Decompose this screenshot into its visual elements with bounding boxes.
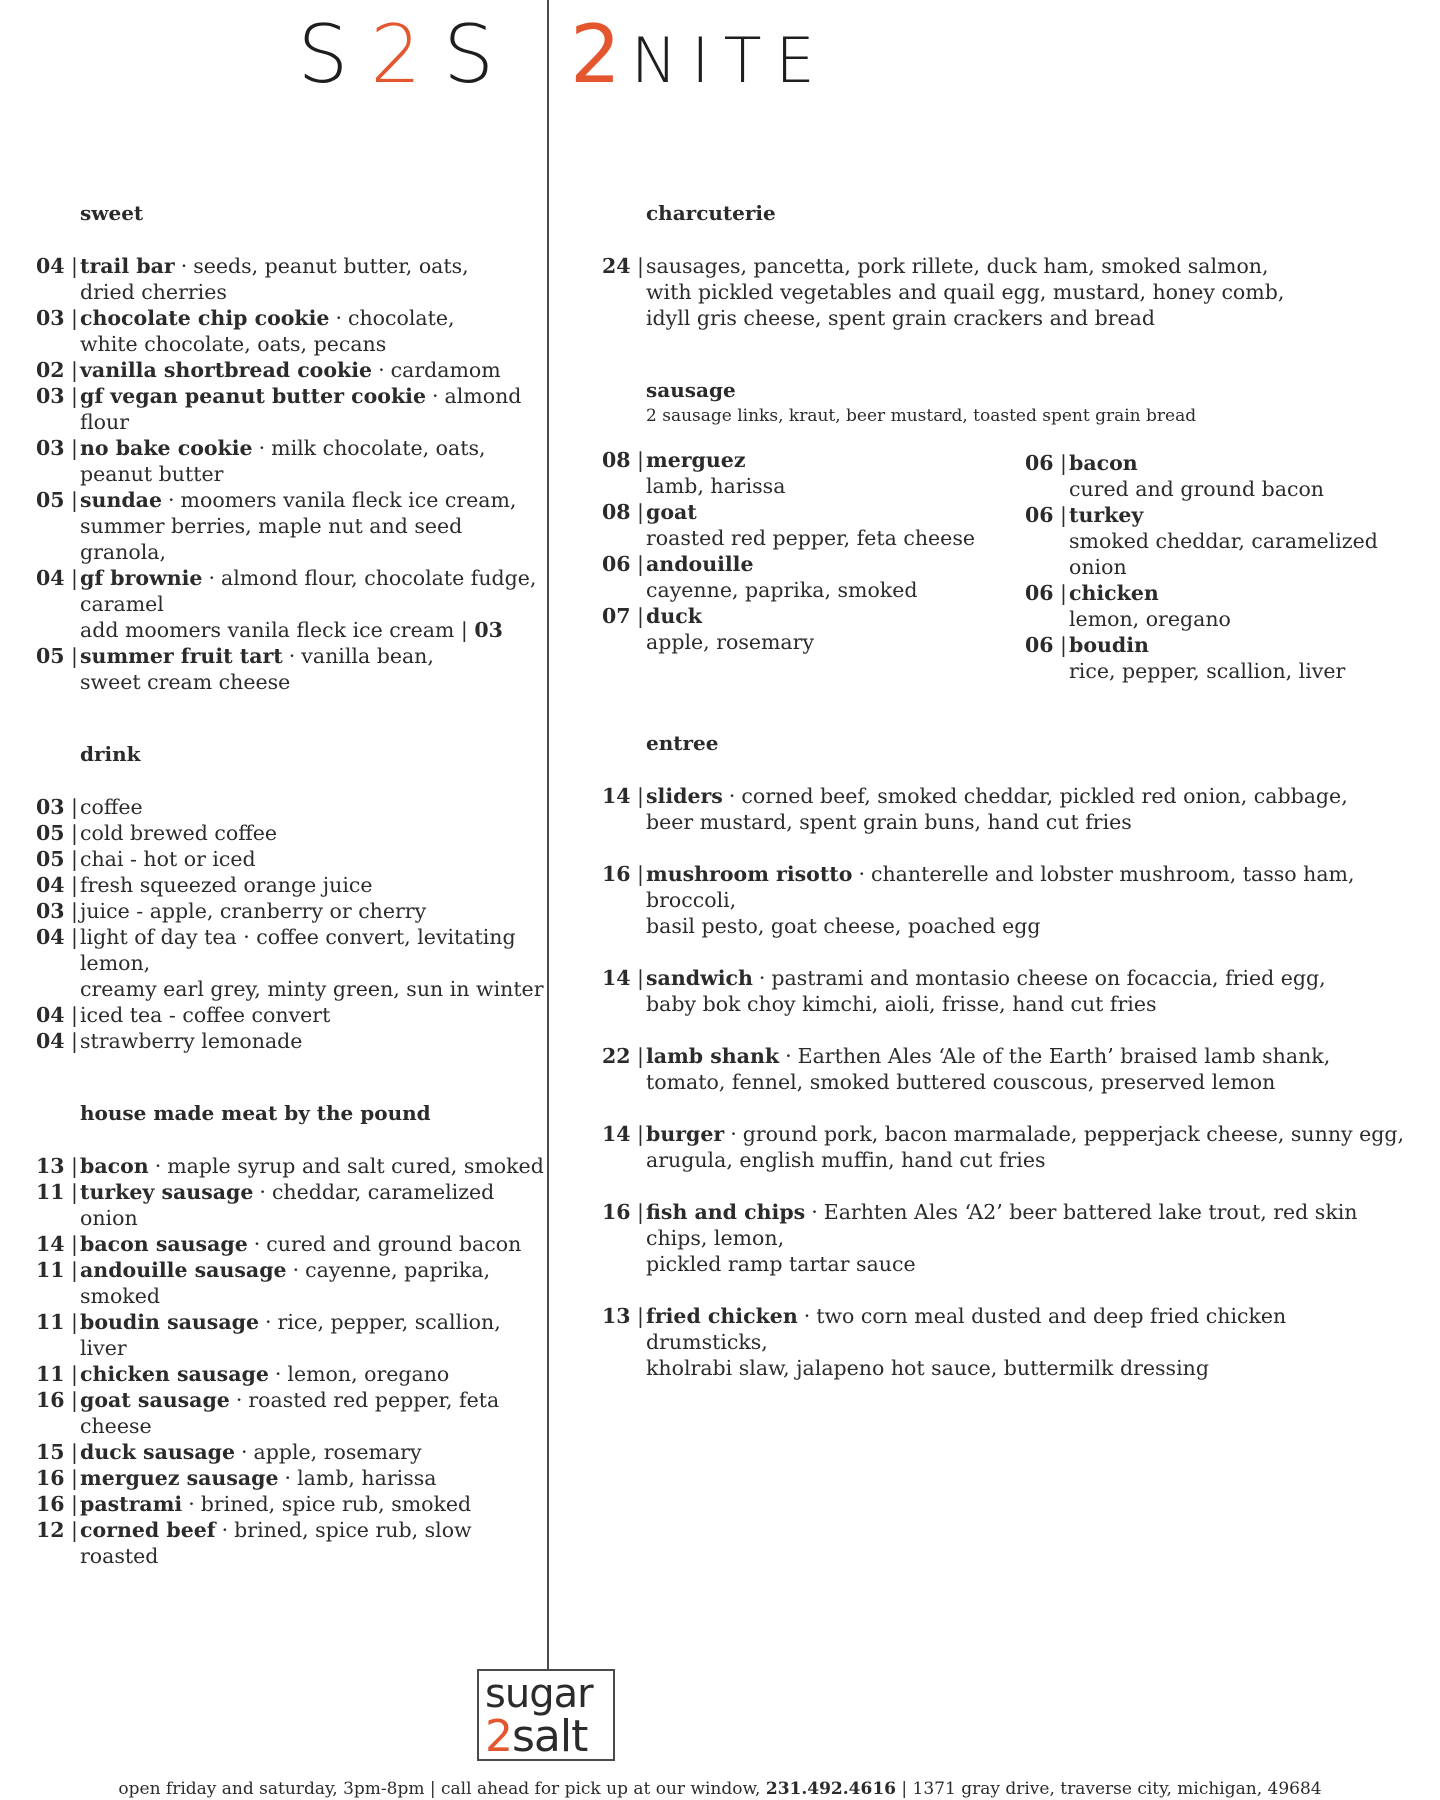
sausage-item: 06 | turkey smoked cheddar, caramelized onion — [1025, 502, 1410, 580]
charcuterie-heading: charcuterie — [646, 201, 776, 225]
header-2nite: 2NITE — [570, 8, 829, 101]
meat-item: 16 | merguez sausage · lamb, harissa — [36, 1465, 546, 1491]
entree-item: 16 | mushroom risotto · chanterelle and lobster mushroom, tasso ham, broccoli, basil pesto, goat cheese, poached egg — [602, 861, 1412, 939]
menu-item: 04 | gf brownie · almond flour, chocolate fudge, caramel add moomers vanila fleck ice cream | 03 — [36, 565, 546, 643]
drink-item: 05 | chai - hot or iced — [36, 846, 546, 872]
sweet-section — [36, 198, 546, 695]
entree-item: 16 | fish and chips · Earhten Ales ‘A2’ beer battered lake trout, red skin chips, lemon, pickled ramp tartar sauce — [602, 1199, 1412, 1277]
sausage-note: 2 sausage links, kraut, beer mustard, toasted spent grain bread — [646, 406, 1197, 426]
meat-section — [36, 1098, 546, 1569]
sausage-item: 08 | goat roasted red pepper, feta cheese — [602, 499, 987, 551]
sausage-item: 06 | andouille cayenne, paprika, smoked — [602, 551, 987, 603]
drink-item: 04 | strawberry lemonade — [36, 1028, 546, 1054]
sausage-item: 06 | chicken lemon, oregano — [1025, 580, 1410, 632]
meat-item: 11 | boudin sausage · rice, pepper, scallion, liver — [36, 1309, 546, 1361]
charcuterie-item: 24 | sausages, pancetta, pork rillete, duck ham, smoked salmon, with pickled vegetables and quail egg, mustard, honey comb, idyll gris cheese, spent grain crackers and bread — [602, 253, 1412, 331]
menu-item: 05 | summer fruit tart · vanilla bean, sweet cream cheese — [36, 643, 546, 695]
sausage-col-right — [1025, 447, 1410, 684]
sausage-item: 07 | duck apple, rosemary — [602, 603, 987, 655]
sausage-item: 08 | merguez lamb, harissa — [602, 447, 987, 499]
drink-item: 04 | fresh squeezed orange juice — [36, 872, 546, 898]
entree-item: 13 | fried chicken · two corn meal dusted and deep fried chicken drumsticks, kholrabi slaw, jalapeno hot sauce, buttermilk dressing — [602, 1303, 1412, 1381]
entree-item: 14 | sliders · corned beef, smoked cheddar, pickled red onion, cabbage, beer mustard, spent grain buns, hand cut fries — [602, 783, 1412, 835]
entree-section — [602, 728, 1412, 1381]
menu-item: 02 | vanilla shortbread cookie · cardamom — [36, 357, 546, 383]
meat-item: 13 | bacon · maple syrup and salt cured, smoked — [36, 1153, 546, 1179]
logo-line-1: sugar — [485, 1671, 593, 1717]
entree-item: 22 | lamb shank · Earthen Ales ‘Ale of the Earth’ braised lamb shank, tomato, fennel, smoked buttered couscous, preserved lemon — [602, 1043, 1412, 1095]
charcuterie-section — [602, 198, 1412, 331]
sweet-heading: sweet — [80, 201, 144, 225]
header-s2s: S2S — [297, 8, 516, 101]
entree-heading: entree — [646, 731, 719, 755]
meat-item: 11 | chicken sausage · lemon, oregano — [36, 1361, 546, 1387]
left-column — [36, 198, 546, 1613]
sugar2salt-logo — [477, 1669, 615, 1761]
meat-item: 12 | corned beef · brined, spice rub, slow roasted — [36, 1517, 546, 1569]
meat-item: 11 | andouille sausage · cayenne, paprika, smoked — [36, 1257, 546, 1309]
drink-section — [36, 739, 546, 1054]
drink-item: 04 | light of day tea · coffee convert, levitating lemon, creamy earl grey, minty green, sun in winter — [36, 924, 546, 1002]
footer-info: open friday and saturday, 3pm-8pm | call ahead for pick up at our window, 231.492.4616 | 1371 gray drive, traverse city, michigan, 49684 — [118, 1779, 1322, 1799]
meat-item: 15 | duck sausage · apple, rosemary — [36, 1439, 546, 1465]
meat-item: 14 | bacon sausage · cured and ground bacon — [36, 1231, 546, 1257]
center-divider — [547, 0, 549, 1678]
sausage-item: 06 | bacon cured and ground bacon — [1025, 450, 1410, 502]
drink-item: 05 | cold brewed coffee — [36, 820, 546, 846]
meat-item: 16 | pastrami · brined, spice rub, smoked — [36, 1491, 546, 1517]
meat-item: 11 | turkey sausage · cheddar, caramelized onion — [36, 1179, 546, 1231]
meat-item: 16 | goat sausage · roasted red pepper, feta cheese — [36, 1387, 546, 1439]
right-column — [602, 198, 1412, 1425]
sausage-section — [602, 375, 1412, 684]
entree-item: 14 | burger · ground pork, bacon marmalade, pepperjack cheese, sunny egg, arugula, english muffin, hand cut fries — [602, 1121, 1412, 1173]
menu-item: 03 | gf vegan peanut butter cookie · almond flour — [36, 383, 546, 435]
drink-item: 03 | juice - apple, cranberry or cherry — [36, 898, 546, 924]
logo-line-2: 2salt — [485, 1711, 588, 1762]
menu-item: 05 | sundae · moomers vanila fleck ice cream, summer berries, maple nut and seed granola, — [36, 487, 546, 565]
menu-item: 04 | trail bar · seeds, peanut butter, oats, dried cherries — [36, 253, 546, 305]
sausage-item: 06 | boudin rice, pepper, scallion, liver — [1025, 632, 1410, 684]
drink-heading: drink — [80, 742, 141, 766]
drink-item: 03 | coffee — [36, 794, 546, 820]
sausage-heading: sausage — [646, 378, 736, 402]
sausage-grid — [602, 447, 1412, 684]
sausage-col-left — [602, 447, 987, 684]
phone-number[interactable]: 231.492.4616 — [765, 1779, 896, 1799]
menu-item: 03 | no bake cookie · milk chocolate, oats, peanut butter — [36, 435, 546, 487]
menu-item: 03 | chocolate chip cookie · chocolate, white chocolate, oats, pecans — [36, 305, 546, 357]
drink-item: 04 | iced tea - coffee convert — [36, 1002, 546, 1028]
entree-item: 14 | sandwich · pastrami and montasio cheese on focaccia, fried egg, baby bok choy kimchi, aioli, frisse, hand cut fries — [602, 965, 1412, 1017]
meat-heading: house made meat by the pound — [80, 1101, 431, 1125]
